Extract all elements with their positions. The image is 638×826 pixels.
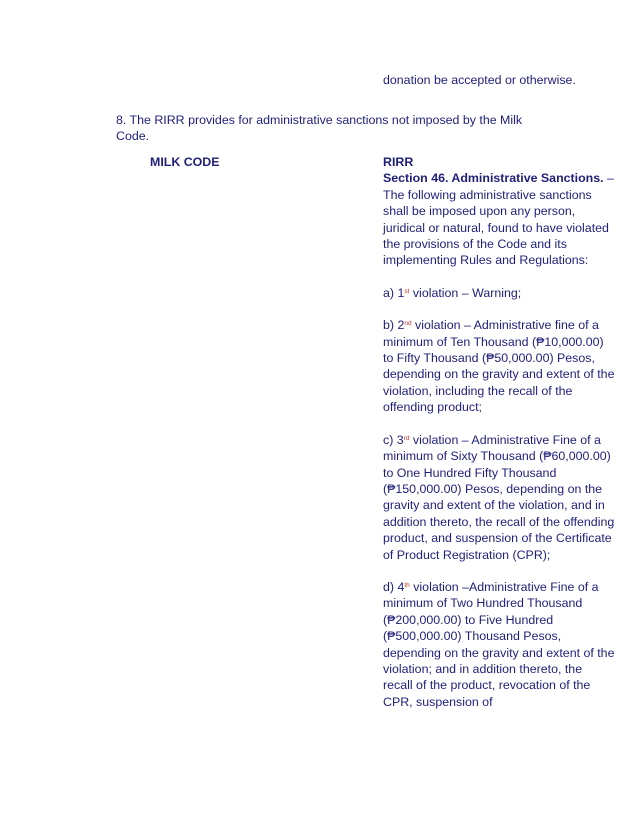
violation-prefix: a) 1 — [383, 285, 405, 300]
milk-code-column-header: MILK CODE — [150, 155, 220, 169]
ordinal-suffix: nd — [404, 320, 412, 328]
violation-text: violation – Administrative fine of a minimum of Ten Thousand (₱10,000.00) to Fifty Thousand (₱50,000.00) Pesos, depending on the gravity and extent of the violation, including the recall of the offending product; — [383, 318, 615, 415]
rirr-column-header: RIRR — [383, 155, 414, 169]
section-46-paragraph — [383, 170, 615, 268]
intro-paragraph: 8. The RIRR provides for administrative sanctions not imposed by the Milk Code. — [116, 113, 523, 144]
violation-prefix: c) 3 — [383, 432, 404, 447]
ordinal-suffix: st — [404, 287, 410, 295]
violation-item — [383, 579, 615, 710]
ordinal-suffix: rd — [403, 434, 410, 442]
section-intro: –The following administrative sanctions shall be imposed upon any person, juridical or natural, found to have violated the provisions of the Code and its implementing Rules and Regulations: — [383, 171, 614, 268]
violation-text: violation – Warning; — [409, 285, 522, 300]
ordinal-suffix: th — [404, 581, 410, 589]
violation-text: violation – Administrative Fine of a minimum of Sixty Thousand (₱60,000.00) to One Hundred Fifty Thousand (₱150,000.00) Pesos, depending on the gravity and extent of the violation, and in addition thereto, the recall of the offending product, and suspension of the Certificate of Product Registration (CPR); — [383, 432, 615, 562]
continuation-text: donation be accepted or otherwise. — [383, 73, 576, 87]
violation-item — [383, 285, 615, 301]
violation-text: violation –Administrative Fine of a minimum of Two Hundred Thousand (₱200,000.00) to Five Hundred (₱500,000.00) Thousand Pesos, depending on the gravity and extent of the violation; and in addition thereto, the recall of the product, revocation of the CPR, suspension of — [383, 579, 615, 709]
violation-prefix: d) 4 — [383, 579, 405, 594]
violation-item — [383, 432, 615, 563]
rirr-column — [383, 154, 615, 726]
violation-item — [383, 317, 615, 415]
violation-prefix: b) 2 — [383, 318, 405, 333]
section-title: Section 46. Administrative Sanctions. — [383, 171, 604, 186]
